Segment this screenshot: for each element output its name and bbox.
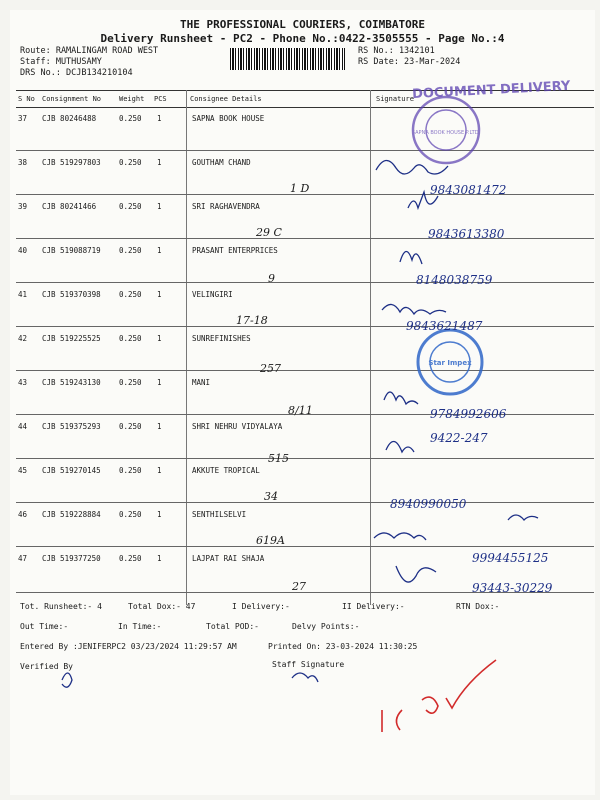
row-weight: 0.250 bbox=[119, 158, 142, 167]
row-consignee: PRASANT ENTERPRICES bbox=[192, 246, 278, 255]
row-weight: 0.250 bbox=[119, 510, 142, 519]
page-title: THE PROFESSIONAL COURIERS, COIMBATORE bbox=[179, 18, 426, 31]
row-consignment: CJB 519243130 bbox=[42, 378, 101, 387]
row-sno: 42 bbox=[18, 334, 28, 343]
total-dox: Total Dox:- 47 bbox=[128, 602, 196, 611]
row-sno: 44 bbox=[18, 422, 28, 431]
row-weight: 0.250 bbox=[119, 466, 142, 475]
printed-on: Printed On: 23-03-2024 11:30:25 bbox=[268, 642, 418, 651]
i-delivery: I Delivery:- bbox=[232, 602, 290, 611]
row-pcs: 1 bbox=[157, 422, 162, 431]
row-pcs: 1 bbox=[157, 158, 162, 167]
staff-label: Staff: MUTHUSAMY bbox=[20, 57, 102, 67]
row-pcs: 1 bbox=[157, 246, 162, 255]
star-stamp-text: Star Impex bbox=[428, 359, 472, 367]
addr-39: 29 C bbox=[256, 226, 282, 239]
row-consignee: GOUTHAM CHAND bbox=[192, 158, 251, 167]
row-weight: 0.250 bbox=[119, 554, 142, 563]
row-consignment: CJB 80246488 bbox=[42, 114, 97, 123]
col-pcs: PCS bbox=[154, 95, 167, 103]
out-time: Out Time:- bbox=[20, 622, 69, 631]
row-sno: 37 bbox=[18, 114, 28, 123]
row-consignee: AKKUTE TROPICAL bbox=[192, 466, 260, 475]
addr-42: 257 bbox=[260, 362, 281, 375]
star-impex-stamp bbox=[418, 330, 482, 394]
row-pcs: 1 bbox=[157, 290, 162, 299]
tot-runsheet: Tot. Runsheet:- 4 bbox=[20, 602, 102, 611]
row-weight: 0.250 bbox=[119, 378, 142, 387]
drs-label: DRS No.: DCJB134210104 bbox=[20, 68, 133, 78]
entered-by: Entered By :JENIFERPC2 03/23/2024 11:29:57 AM bbox=[20, 642, 237, 651]
row-pcs: 1 bbox=[157, 554, 162, 563]
row-pcs: 1 bbox=[157, 466, 162, 475]
row-pcs: 1 bbox=[157, 334, 162, 343]
row-consignment: CJB 519370398 bbox=[42, 290, 101, 299]
row-sno: 38 bbox=[18, 158, 28, 167]
row-consignment: CJB 519225525 bbox=[42, 334, 101, 343]
rtn-dox: RTN Dox:- bbox=[456, 602, 500, 611]
col-sno: S No bbox=[18, 95, 35, 103]
route-label: Route: RAMALINGAM ROAD WEST bbox=[20, 46, 159, 56]
staff-signature-label: Staff Signature bbox=[272, 660, 345, 669]
row-consignee: SENTHILSELVI bbox=[192, 510, 247, 519]
handwritten-phones bbox=[390, 183, 553, 595]
phone-41: 9843621487 bbox=[406, 319, 483, 333]
phone-43: 9784992606 bbox=[430, 407, 507, 421]
addr-44: 515 bbox=[268, 452, 289, 465]
col-consignment: Consignment No bbox=[42, 95, 102, 103]
row-sno: 41 bbox=[18, 290, 28, 299]
row-consignment: CJB 519377250 bbox=[42, 554, 101, 563]
row-consignment: CJB 519375293 bbox=[42, 422, 101, 431]
row-consignment: CJB 519228884 bbox=[42, 510, 101, 519]
row-consignee: MANI bbox=[192, 378, 211, 387]
sapna-stamp-text: SAPNA BOOK HOUSE P.LTD. bbox=[411, 130, 481, 136]
row-consignment: CJB 519088719 bbox=[42, 246, 101, 255]
delvy-points: Delvy Points:- bbox=[292, 622, 360, 631]
addr-41: 17-18 bbox=[236, 314, 268, 327]
row-consignee: SUNREFINISHES bbox=[192, 334, 251, 343]
phone-39: 9843613380 bbox=[428, 227, 505, 241]
addr-46: 619A bbox=[256, 534, 285, 547]
addr-38: 1 D bbox=[290, 182, 310, 195]
phone-40: 8148038759 bbox=[416, 273, 493, 287]
row-weight: 0.250 bbox=[119, 202, 142, 211]
phone-47: 93443-30229 bbox=[472, 581, 553, 595]
row-weight: 0.250 bbox=[119, 290, 142, 299]
total-pod: Total POD:- bbox=[206, 622, 259, 631]
row-consignment: CJB 519297803 bbox=[42, 158, 101, 167]
verified-by-label: Verified By bbox=[20, 662, 73, 671]
row-consignee: LAJPAT RAI SHAJA bbox=[192, 554, 265, 563]
row-consignee: SRI RAGHAVENDRA bbox=[192, 202, 260, 211]
rs-number: RS No.: 1342101 bbox=[358, 46, 435, 56]
row-weight: 0.250 bbox=[119, 114, 142, 123]
ii-delivery: II Delivery:- bbox=[342, 602, 405, 611]
row-sno: 46 bbox=[18, 510, 28, 519]
addr-40: 9 bbox=[268, 272, 275, 285]
addr-47: 27 bbox=[292, 580, 306, 593]
red-ink-note bbox=[382, 660, 496, 732]
phone-44: 9422-247 bbox=[430, 431, 488, 445]
page-subtitle: Delivery Runsheet - PC2 - Phone No.:0422-3505555 - Page No.:4 bbox=[100, 32, 505, 45]
row-weight: 0.250 bbox=[119, 422, 142, 431]
row-consignment: CJB 519270145 bbox=[42, 466, 101, 475]
row-weight: 0.250 bbox=[119, 334, 142, 343]
row-pcs: 1 bbox=[157, 510, 162, 519]
document-delivery-stamp: DOCUMENT DELIVERY bbox=[411, 78, 571, 103]
runsheet-page bbox=[10, 10, 595, 795]
in-time: In Time:- bbox=[118, 622, 162, 631]
row-pcs: 1 bbox=[157, 202, 162, 211]
phone-46: 9994455125 bbox=[472, 551, 549, 565]
row-consignee: VELINGIRI bbox=[192, 290, 233, 299]
row-sno: 47 bbox=[18, 554, 28, 563]
row-sno: 39 bbox=[18, 202, 28, 211]
rs-date: RS Date: 23-Mar-2024 bbox=[358, 57, 461, 67]
row-consignee: SHRI NEHRU VIDYALAYA bbox=[192, 422, 283, 431]
row-pcs: 1 bbox=[157, 378, 162, 387]
row-sno: 40 bbox=[18, 246, 28, 255]
row-pcs: 1 bbox=[157, 114, 162, 123]
row-sno: 43 bbox=[18, 378, 28, 387]
ink-layer bbox=[10, 10, 595, 795]
addr-45: 34 bbox=[264, 490, 278, 503]
addr-43: 8/11 bbox=[288, 404, 313, 417]
row-sno: 45 bbox=[18, 466, 28, 475]
col-weight: Weight bbox=[119, 95, 145, 103]
row-weight: 0.250 bbox=[119, 246, 142, 255]
phone-38: 9843081472 bbox=[430, 183, 507, 197]
col-signature: Signature bbox=[376, 95, 414, 103]
phone-45: 8940990050 bbox=[390, 497, 467, 511]
col-consignee: Consignee Details bbox=[190, 95, 262, 103]
row-consignment: CJB 80241466 bbox=[42, 202, 97, 211]
sapna-round-stamp bbox=[412, 97, 481, 163]
handwritten-addresses bbox=[236, 182, 313, 593]
row-consignee: SAPNA BOOK HOUSE bbox=[192, 114, 265, 123]
